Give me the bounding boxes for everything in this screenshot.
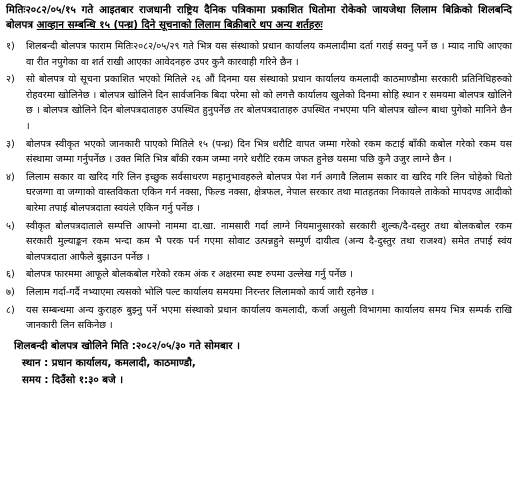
- list-item: [6, 170, 512, 217]
- item-text: स्वीकृत बोलपत्रदाताले सम्पत्ति आफ्नो नाममा दा.खा. नामसारी गर्दा लाग्ने नियमानुसारको सरकारी शुल्क/दै-दस्तुर तथा बोलकबोल रकम सरकारी मुल्याङ्कन रकम भन्दा कम भै परक पर्न गएमा सोवाट उत्पन्नहुने सम्पुर्ण दायीत्व (अन्य दै-दुस्तुर तथा राजश्व) समेत तपाई स्वंय बोलपत्रदाता आफैले बुझाउन पर्नेछ ।: [26, 220, 512, 263]
- list-item: [6, 39, 512, 70]
- heading-line-2: आव्हान सम्बन्धि १५ (पन्ध्र) दिने सूचनाको लिलाम बिक्रीबारे थप अन्य शर्तहरुः: [36, 19, 323, 31]
- item-number: ३): [6, 138, 15, 150]
- item-text: बोलपत्र फारममा आफूले बोलकबोल गरेको रकम अंक र अक्षरमा स्पष्ट रुपमा उल्लेख गर्नु पर्नेछ ।: [26, 269, 353, 281]
- item-text: यस सम्बन्धमा अन्य कुराहरु बुझ्नु पर्ने भएमा संस्थाको प्रधान कार्यालय कमलादी, कर्जा असुली विभागमा कार्यालय समय भित्र सम्पर्क राखि जानकारी लिन सकिनेछ ।: [26, 304, 512, 332]
- item-text: लिलाम सकार वा खरिद गरि लिन इच्छुक सर्वसाधरण महानुभावहरुले बोलपत्र पेश गर्न अगावै लिलाम सकार वा खरिद गरि लिन चोहेको धितो घरजग्गा वा जग्गाको वास्तविकता एकिन गर्न नक्सा, फिल्ड नक्सा, क्षेत्रफल, नेपाल सरकार तथा मातहतका निकायले ताकेको मापदण्ड आदीको बारेमा तपाई बोलपत्रदाता स्वयंले एकिन गर्नु पर्नेछ ।: [26, 171, 512, 214]
- item-number: ८): [6, 304, 15, 316]
- item-number: ६): [6, 269, 15, 281]
- item-number: १): [6, 41, 15, 52]
- item-number: ४): [6, 171, 15, 183]
- list-item: [6, 219, 512, 266]
- item-number: ७): [6, 286, 15, 298]
- item-text: शिलबन्दी बोलपत्र फाराम मितिः२०८२/०५/२९ गते भित्र यस संस्थाको प्रधान कार्यालय कमलादीमा दर्ता गराई सक्नु पर्ने छ । म्याद नाघि आएका वा रीत नपुगेका वा शर्त राखी आएका आवेदनहरु उपर कुनै कारवाही गरिने छैन ।: [26, 41, 512, 68]
- list-item: [6, 267, 512, 283]
- item-number: ५): [6, 220, 15, 232]
- notice-document: [6, 3, 512, 389]
- item-text: बोलपत्र स्वीकृत भएको जानकारी पाएको मितिले १५ (पन्ध्र) दिन भित्र धरौटि वापत जम्मा गरेको रकम कटाई बाँकी कबोल गरेको रकम यस संस्थामा जम्मा गर्नुपर्नेछ । उक्त मिति भित्र बाँकी रकम जम्मा नगरे धरौटि रकम जफत हुनेछ यसमा पछि कुनै उजुर लाग्ने छैन ।: [26, 138, 512, 166]
- item-number: २): [6, 74, 15, 86]
- heading-line-1: मितिः२०८२/०५/१५ गते आइतबार राजधानी राष्ट्रिय दैनिक पत्रिकामा प्रकाशित धितोमा रोकेको जायजेथा लिलाम बिक्रिको शिलबन्दि बोलपत्र: [6, 4, 512, 31]
- opening-time: समय : दिउँसो १:३० बजे ।: [22, 374, 124, 386]
- notice-heading: [6, 3, 512, 33]
- opening-place: स्थान : प्रधान कार्यालय, कमलादी, काठमाण्डौ,: [22, 357, 196, 369]
- list-item: [6, 285, 512, 301]
- list-item: [6, 72, 512, 134]
- list-item: [6, 137, 512, 168]
- terms-list: [6, 39, 512, 334]
- opening-details: [6, 338, 512, 389]
- list-item: [6, 303, 512, 334]
- item-text: सो बोलपत्र यो सूचना प्रकाशित भएको मितिले २६ औं दिनमा यस संस्थाको प्रधान कार्यालय कमलादी काठमाण्डौमा सरकारी प्रतिनिधिहरुको रोहवरमा खोलिनेछ । बोलपत्र खोलिने दिन सार्वजनिक बिदा परेमा सो को लगत्तै कार्यालय खुलेको दिनमा सोहि स्थान र समयमा बोलपत्र खोलिने छ । बोलपत्र खोलिने दिन बोलपत्रदाताहरु उपस्थित हुनुपर्नेछ तर बोलपत्रदाताहरु उपस्थित नभएमा पनि बोलपत्र खोल्न बाधा पुगेको मानिने छैन ।: [26, 74, 512, 132]
- opening-date: शिलबन्दी बोलपत्र खोलिने मिति :२०८२/०५/३० गते सोमबार ।: [14, 340, 240, 352]
- item-text: लिलाम गर्दा-गर्दै नभ्याएमा त्यसको भोलि पल्ट कार्यालय समयमा निरन्तर लिलामको कार्य जारी रहनेछ ।: [26, 286, 375, 298]
